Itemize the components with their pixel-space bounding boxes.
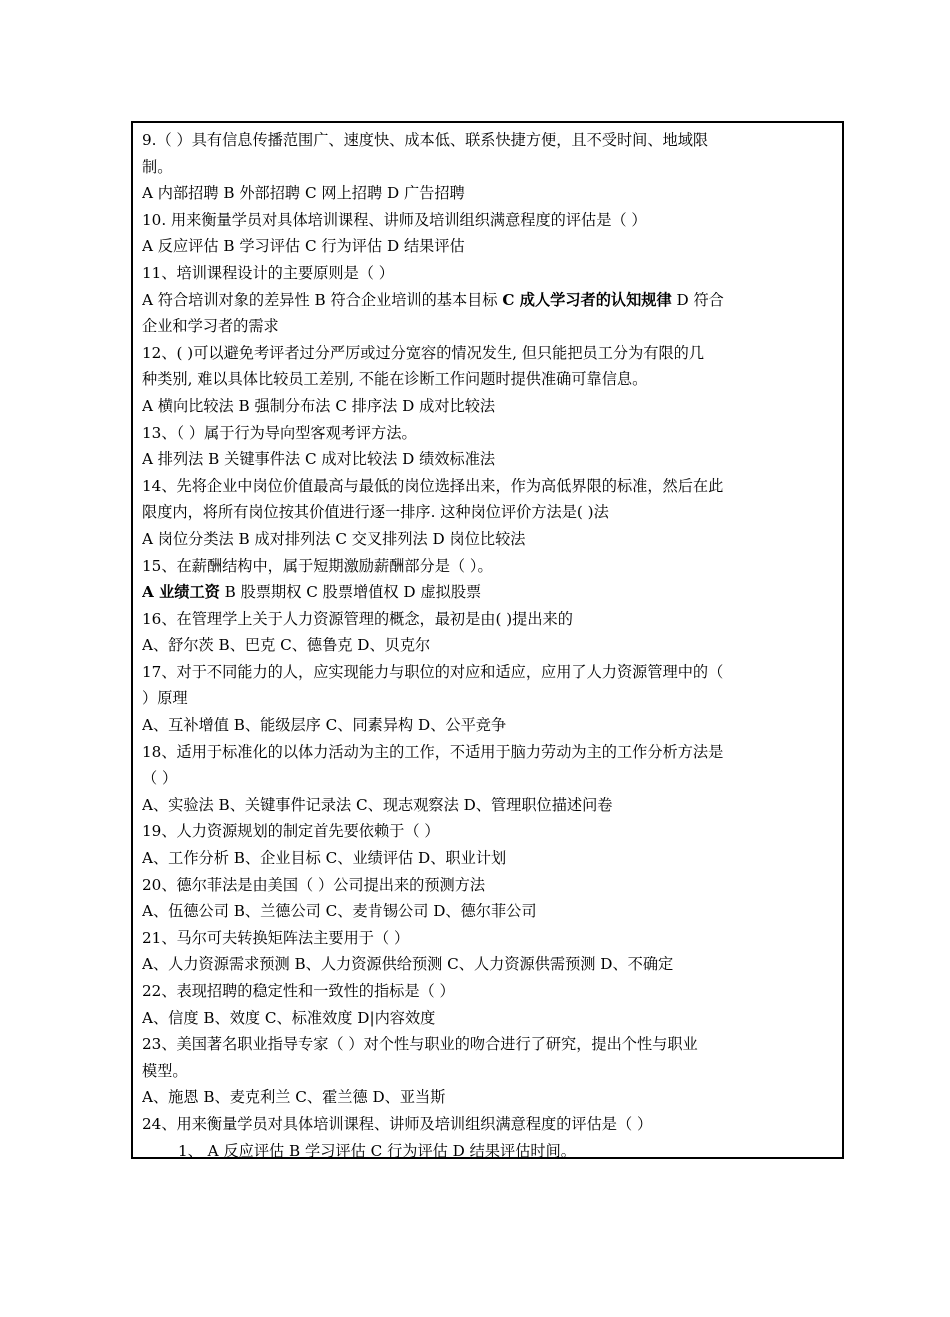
text-line: 21、马尔可夫转换矩阵法主要用于（ ）: [142, 928, 410, 947]
text-line: 19、人力资源规划的制定首先要依赖于（ ）: [142, 822, 440, 841]
text-line: 限度内，将所有岗位按其价值进行逐一排序. 这种岗位评价方法是( )法: [142, 503, 609, 522]
text-line: 1、 A 反应评估 B 学习评估 C 行为评估 D 结果评估时间。: [178, 1141, 576, 1160]
text-line: A 横向比较法 B 强制分布法 C 排序法 D 成对比较法: [142, 396, 496, 415]
text-line: A、伍德公司 B、兰德公司 C、麦肯锡公司 D、德尔菲公司: [142, 902, 537, 921]
text-line: 22、表现招聘的稳定性和一致性的指标是（ ）: [142, 982, 455, 1000]
text-line: 13、（ ）属于行为导向型客观考评方法。: [142, 423, 417, 442]
text-fragment: D 符合: [671, 290, 724, 309]
text-line: A、互补增值 B、能级层序 C、同素异构 D、公平竞争: [142, 716, 507, 735]
text-line: A 岗位分类法 B 成对排列法 C 交叉排列法 D 岗位比较法: [142, 529, 526, 548]
text-line: 17、对于不同能力的人，应实现能力与职位的对应和适应，应用了人力资源管理中的（: [142, 662, 724, 681]
text-fragment: A 符合培训对象的差异性 B 符合企业培训的基本目标: [142, 290, 503, 309]
text-line: A 内部招聘 B 外部招聘 C 网上招聘 D 广告招聘: [142, 184, 465, 203]
text-line: A 排列法 B 关键事件法 C 成对比较法 D 绩效标准法: [142, 450, 496, 469]
bold-answer: A 业绩工资: [142, 583, 220, 602]
text-line: 10. 用来衡量学员对具体培训课程、讲师及培训组织满意程度的评估是（ ）: [142, 210, 647, 229]
text-line: 模型。: [142, 1061, 188, 1080]
bold-answer: C 成人学习者的认知规律: [502, 290, 672, 309]
text-line: 14、先将企业中岗位价值最高与最低的岗位选择出来，作为高低界限的标准，然后在此: [142, 476, 724, 495]
text-fragment: B 股票期权 C 股票增值权 D 虚拟股票: [219, 583, 482, 602]
text-line: 种类别, 难以具体比较员工差别, 不能在诊断工作问题时提供准确可靠信息。: [142, 370, 648, 389]
text-line: A 反应评估 B 学习评估 C 行为评估 D 结果评估: [142, 237, 465, 256]
text-line: （ ）: [142, 769, 178, 788]
text-line: [142, 579, 834, 606]
text-line: [142, 287, 834, 314]
text-line: 企业和学习者的需求: [142, 317, 279, 336]
text-line: 20、德尔菲法是由美国（ ）公司提出来的预测方法: [142, 875, 486, 894]
text-line: A、人力资源需求预测 B、人力资源供给预测 C、人力资源供需预测 D、不确定: [142, 955, 674, 974]
text-line: 12、( )可以避免考评者过分严厉或过分宽容的情况发生, 但只能把员工分为有限的几: [142, 343, 705, 362]
text-line: 9.（ ）具有信息传播范围广、速度快、成本低、联系快捷方便，且不受时间、地域限: [142, 131, 709, 149]
text-line: 23、美国著名职业指导专家（ ）对个性与职业的吻合进行了研究，提出个性与职业: [142, 1035, 698, 1054]
text-line: A、施恩 B、麦克利兰 C、霍兰德 D、亚当斯: [142, 1088, 446, 1107]
text-line: A、舒尔茨 B、巴克 C、德鲁克 D、贝克尔: [142, 636, 431, 655]
text-line: 制。: [142, 157, 173, 176]
text-line: 15、在薪酬结构中，属于短期激励薪酬部分是（ ）。: [142, 556, 493, 575]
text-line: A、工作分析 B、企业目标 C、业绩评估 D、职业计划: [142, 849, 507, 868]
text-line: 24、用来衡量学员对具体培训课程、讲师及培训组织满意程度的评估是（ ）: [142, 1114, 653, 1133]
text-line: 18、适用于标准化的以体力活动为主的工作，不适用于脑力劳动为主的工作分析方法是: [142, 742, 724, 761]
text-line: A、实验法 B、关键事件记录法 C、现志观察法 D、管理职位描述问卷: [142, 795, 613, 814]
text-line: ）原理: [142, 689, 188, 708]
text-line: 11、培训课程设计的主要原则是（ ）: [142, 263, 394, 282]
text-line: 16、在管理学上关于人力资源管理的概念，最初是由( )提出来的: [142, 609, 573, 628]
question-table-cell: [131, 121, 844, 1159]
text-line: A、信度 B、效度 C、标准效度 D|内容效度: [142, 1008, 436, 1027]
